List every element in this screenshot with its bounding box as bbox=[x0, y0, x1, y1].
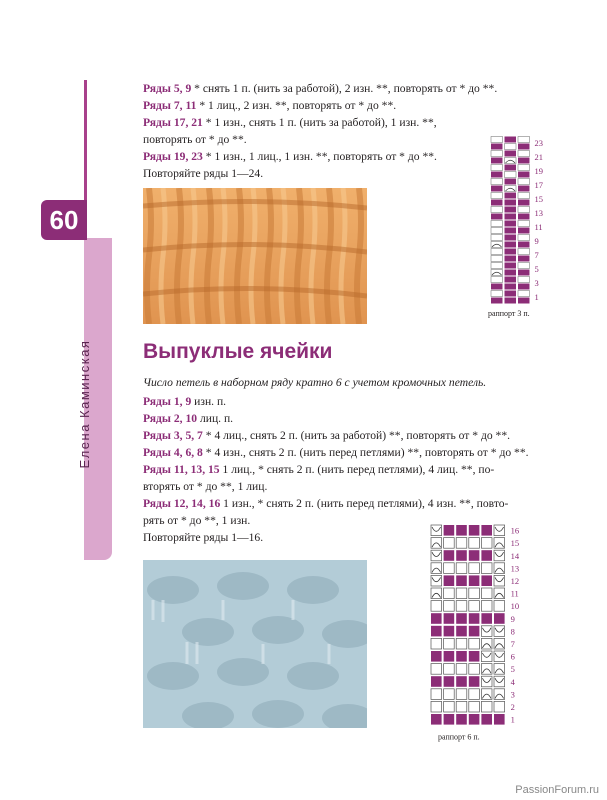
chart-cell bbox=[456, 701, 467, 712]
chart-cell bbox=[431, 588, 442, 599]
chart-cell bbox=[481, 676, 492, 687]
chart-cell bbox=[444, 626, 455, 637]
chart-cell bbox=[505, 207, 517, 213]
knit-sample-photo-blue bbox=[143, 560, 367, 728]
chart-cell bbox=[494, 563, 505, 574]
row-number: 13 bbox=[534, 208, 543, 218]
chart-cell bbox=[491, 291, 503, 297]
chart-cell bbox=[494, 588, 505, 599]
chart-cell bbox=[518, 186, 530, 192]
row-number: 11 bbox=[534, 222, 543, 232]
instruction-line: Ряды 12, 14, 16 1 изн., * снять 2 п. (нить перед петлями), 4 изн. **, повто- bbox=[143, 497, 509, 510]
chart-cell bbox=[456, 601, 467, 612]
chart-cell bbox=[494, 651, 505, 662]
row-number: 7 bbox=[510, 639, 515, 649]
chart-cell bbox=[469, 651, 480, 662]
chart-cell bbox=[505, 249, 517, 255]
chart-cell bbox=[444, 689, 455, 700]
chart-cell bbox=[456, 689, 467, 700]
chart-cell bbox=[491, 172, 503, 178]
chart-cell bbox=[518, 158, 530, 164]
row-number: 7 bbox=[534, 250, 539, 260]
chart-cell bbox=[431, 651, 442, 662]
chart-cell bbox=[505, 277, 517, 283]
chart-cell bbox=[456, 638, 467, 649]
chart-cell bbox=[505, 242, 517, 248]
chart-cell bbox=[518, 256, 530, 262]
instruction-line: Ряды 7, 11 * 1 лиц., 2 изн. **, повторять от * до **. bbox=[143, 99, 397, 112]
chart-cell bbox=[491, 228, 503, 234]
chart-cell bbox=[491, 298, 503, 304]
chart-cell bbox=[505, 214, 517, 220]
chart-cell bbox=[444, 525, 455, 536]
chart-cell bbox=[469, 550, 480, 561]
chart-cell bbox=[491, 158, 503, 164]
chart-cell bbox=[494, 613, 505, 624]
chart-cell bbox=[518, 249, 530, 255]
chart-cell bbox=[518, 207, 530, 213]
row-number: 1 bbox=[534, 292, 539, 302]
row-number: 12 bbox=[510, 576, 520, 586]
instruction-line: Ряды 11, 13, 15 1 лиц., * снять 2 п. (нить перед петлями), 4 лиц. **, по- bbox=[143, 463, 495, 476]
chart-cell bbox=[505, 284, 517, 290]
chart-cell bbox=[469, 588, 480, 599]
chart-cell bbox=[518, 137, 530, 143]
chart-cell bbox=[444, 588, 455, 599]
chart-cell bbox=[491, 256, 503, 262]
chart-cell bbox=[494, 575, 505, 586]
chart-cell bbox=[431, 601, 442, 612]
chart-cell bbox=[491, 242, 503, 248]
row-number: 3 bbox=[534, 278, 539, 288]
chart-cell bbox=[456, 550, 467, 561]
chart-cell bbox=[505, 144, 517, 150]
chart-cell bbox=[481, 613, 492, 624]
instruction-line: повторять от * до **. bbox=[143, 133, 247, 146]
instruction-line: Ряды 3, 5, 7 * 4 лиц., снять 2 п. (нить за работой) **, повторять от * до **. bbox=[143, 429, 511, 442]
chart-cell bbox=[444, 575, 455, 586]
knitting-chart-1 bbox=[488, 134, 570, 324]
chart-cell bbox=[456, 651, 467, 662]
chart-cell bbox=[431, 638, 442, 649]
chart-cell bbox=[481, 588, 492, 599]
chart-cell bbox=[505, 291, 517, 297]
row-number: 13 bbox=[510, 563, 520, 574]
instruction-line: Повторяйте ряды 1—16. bbox=[143, 531, 264, 544]
chart-cell bbox=[469, 638, 480, 649]
chart-cell bbox=[491, 200, 503, 206]
chart-cell bbox=[505, 137, 517, 143]
chart-cell bbox=[518, 263, 530, 269]
row-number: 10 bbox=[510, 601, 520, 612]
chart-cell bbox=[469, 538, 480, 549]
chart-cell bbox=[469, 626, 480, 637]
chart-cell bbox=[431, 626, 442, 637]
instruction-line: Повторяйте ряды 1—24. bbox=[143, 167, 264, 180]
chart-cell bbox=[481, 550, 492, 561]
chart-cell bbox=[469, 676, 480, 687]
chart-cell bbox=[518, 228, 530, 234]
chart-cell bbox=[444, 651, 455, 662]
chart-cell bbox=[431, 664, 442, 675]
chart-cell bbox=[444, 601, 455, 612]
chart-cell bbox=[469, 601, 480, 612]
chart-cell bbox=[491, 193, 503, 199]
chart-cell bbox=[456, 676, 467, 687]
chart-cell bbox=[469, 689, 480, 700]
chart-cell bbox=[494, 676, 505, 687]
instruction-line: Ряды 17, 21 * 1 изн., снять 1 п. (нить за работой), 1 изн. **, bbox=[143, 116, 437, 129]
chart-cell bbox=[518, 242, 530, 248]
author-name: Елена Каминская bbox=[77, 339, 92, 469]
row-number: 6 bbox=[510, 651, 515, 662]
row-number: 16 bbox=[510, 525, 520, 536]
chart-cell bbox=[481, 664, 492, 675]
chart-cell bbox=[456, 664, 467, 675]
instruction-line: Ряды 4, 6, 8 * 4 изн., снять 2 п. (нить перед петлями) **, повторять от * до **. bbox=[143, 446, 529, 459]
chart-cell bbox=[518, 151, 530, 157]
chart-cell bbox=[481, 601, 492, 612]
watermark: PassionForum.ru bbox=[515, 784, 599, 796]
row-number: 5 bbox=[534, 264, 539, 274]
chart-cell bbox=[494, 525, 505, 536]
instruction-line: Ряды 1, 9 изн. п. bbox=[143, 395, 227, 408]
row-number: 15 bbox=[534, 194, 543, 204]
chart-cell bbox=[505, 172, 517, 178]
chart-cell bbox=[491, 277, 503, 283]
chart-cell bbox=[491, 221, 503, 227]
chart-cell bbox=[491, 284, 503, 290]
chart-cell bbox=[494, 714, 505, 725]
chart-cell bbox=[494, 601, 505, 612]
chart-cell bbox=[518, 298, 530, 304]
chart-cell bbox=[469, 575, 480, 586]
chart-cell bbox=[518, 172, 530, 178]
chart-cell bbox=[494, 701, 505, 712]
chart-cell bbox=[456, 588, 467, 599]
chart-cell bbox=[518, 165, 530, 171]
chart-cell bbox=[505, 263, 517, 269]
stitch-count-note: Число петель в наборном ряду кратно 6 с учетом кромочных петель. bbox=[143, 376, 487, 389]
chart-cell bbox=[518, 214, 530, 220]
chart-cell bbox=[505, 200, 517, 206]
chart-cell bbox=[505, 165, 517, 171]
chart-cell bbox=[481, 638, 492, 649]
chart-cell bbox=[505, 221, 517, 227]
chart-cell bbox=[505, 298, 517, 304]
row-number: 19 bbox=[534, 166, 543, 176]
chart-cell bbox=[444, 563, 455, 574]
chart-cell bbox=[494, 538, 505, 549]
chart-cell bbox=[469, 701, 480, 712]
section-title: Выпуклые ячейки bbox=[143, 340, 333, 363]
chart-cell bbox=[505, 193, 517, 199]
chart-cell bbox=[505, 179, 517, 185]
chart-cell bbox=[491, 207, 503, 213]
page-number: 60 bbox=[41, 200, 87, 240]
chart-cell bbox=[444, 550, 455, 561]
chart-cell bbox=[456, 538, 467, 549]
row-number: 5 bbox=[510, 664, 515, 675]
chart-cell bbox=[518, 235, 530, 241]
repeat-caption: раппорт 3 п. bbox=[488, 309, 530, 318]
chart-cell bbox=[481, 575, 492, 586]
instruction-line: Ряды 19, 23 * 1 изн., 1 лиц., 1 изн. **, повторять от * до **. bbox=[143, 150, 437, 163]
chart-cell bbox=[469, 714, 480, 725]
instruction-line: рять от * до **, 1 изн. bbox=[143, 514, 251, 527]
chart-cell bbox=[518, 193, 530, 199]
row-number: 9 bbox=[510, 613, 515, 624]
chart-cell bbox=[431, 714, 442, 725]
instruction-line: Ряды 5, 9 * снять 1 п. (нить за работой), 2 изн. **, повторять от * до **. bbox=[143, 82, 498, 95]
chart-cell bbox=[481, 701, 492, 712]
chart-cell bbox=[481, 651, 492, 662]
chart-cell bbox=[491, 144, 503, 150]
chart-cell bbox=[456, 613, 467, 624]
row-number: 17 bbox=[534, 180, 543, 190]
chart-cell bbox=[431, 676, 442, 687]
instruction-line: вторять от * до **, 1 лиц. bbox=[143, 480, 268, 493]
chart-cell bbox=[431, 701, 442, 712]
chart-cell bbox=[505, 228, 517, 234]
chart-cell bbox=[469, 664, 480, 675]
chart-cell bbox=[491, 214, 503, 220]
chart-cell bbox=[505, 151, 517, 157]
chart-cell bbox=[469, 563, 480, 574]
chart-cell bbox=[491, 151, 503, 157]
chart-cell bbox=[431, 613, 442, 624]
chart-cell bbox=[518, 221, 530, 227]
chart-cell bbox=[444, 638, 455, 649]
chart-cell bbox=[456, 626, 467, 637]
repeat-caption: раппорт 6 п. bbox=[438, 732, 480, 742]
chart-cell bbox=[431, 689, 442, 700]
chart-cell bbox=[491, 137, 503, 143]
row-number: 15 bbox=[510, 538, 520, 549]
chart-cell bbox=[494, 550, 505, 561]
chart-cell bbox=[431, 525, 442, 536]
chart-cell bbox=[505, 186, 517, 192]
row-number: 8 bbox=[510, 626, 515, 637]
knitting-chart-2 bbox=[428, 522, 548, 754]
chart-cell bbox=[494, 664, 505, 675]
chart-cell bbox=[505, 270, 517, 276]
chart-cell bbox=[431, 550, 442, 561]
instruction-line: Ряды 2, 10 лиц. п. bbox=[143, 412, 234, 425]
chart-cell bbox=[494, 689, 505, 700]
chart-cell bbox=[491, 235, 503, 241]
chart-cell bbox=[456, 525, 467, 536]
chart-cell bbox=[494, 638, 505, 649]
chart-cell bbox=[444, 701, 455, 712]
chart-cell bbox=[481, 563, 492, 574]
chart-cell bbox=[518, 291, 530, 297]
chart-cell bbox=[505, 235, 517, 241]
chart-cell bbox=[491, 263, 503, 269]
chart-cell bbox=[505, 158, 517, 164]
chart-cell bbox=[491, 179, 503, 185]
chart-cell bbox=[456, 563, 467, 574]
chart-cell bbox=[518, 270, 530, 276]
chart-cell bbox=[444, 676, 455, 687]
chart-cell bbox=[518, 179, 530, 185]
chart-cell bbox=[481, 525, 492, 536]
chart-cell bbox=[491, 186, 503, 192]
row-number: 4 bbox=[510, 676, 515, 687]
row-number: 9 bbox=[534, 236, 539, 246]
row-number: 11 bbox=[510, 588, 519, 599]
chart-cell bbox=[456, 714, 467, 725]
row-number: 3 bbox=[510, 689, 515, 700]
chart-cell bbox=[431, 575, 442, 586]
chart-cell bbox=[491, 249, 503, 255]
chart-cell bbox=[505, 256, 517, 262]
chart-cell bbox=[469, 613, 480, 624]
chart-cell bbox=[431, 538, 442, 549]
row-number: 23 bbox=[534, 138, 543, 148]
chart-cell bbox=[481, 714, 492, 725]
chart-cell bbox=[431, 563, 442, 574]
chart-cell bbox=[469, 525, 480, 536]
chart-cell bbox=[481, 538, 492, 549]
row-number: 1 bbox=[510, 714, 515, 725]
chart-cell bbox=[481, 689, 492, 700]
chart-cell bbox=[456, 575, 467, 586]
chart-cell bbox=[518, 277, 530, 283]
chart-cell bbox=[444, 538, 455, 549]
row-number: 2 bbox=[510, 702, 515, 712]
chart-cell bbox=[491, 165, 503, 171]
chart-cell bbox=[518, 144, 530, 150]
chart-cell bbox=[444, 714, 455, 725]
chart-cell bbox=[444, 664, 455, 675]
chart-cell bbox=[444, 613, 455, 624]
chart-cell bbox=[491, 270, 503, 276]
knit-sample-photo-orange bbox=[143, 188, 367, 324]
chart-cell bbox=[481, 626, 492, 637]
chart-cell bbox=[518, 200, 530, 206]
row-number: 21 bbox=[534, 152, 543, 162]
chart-cell bbox=[494, 626, 505, 637]
row-number: 14 bbox=[510, 550, 520, 561]
chart-cell bbox=[518, 284, 530, 290]
